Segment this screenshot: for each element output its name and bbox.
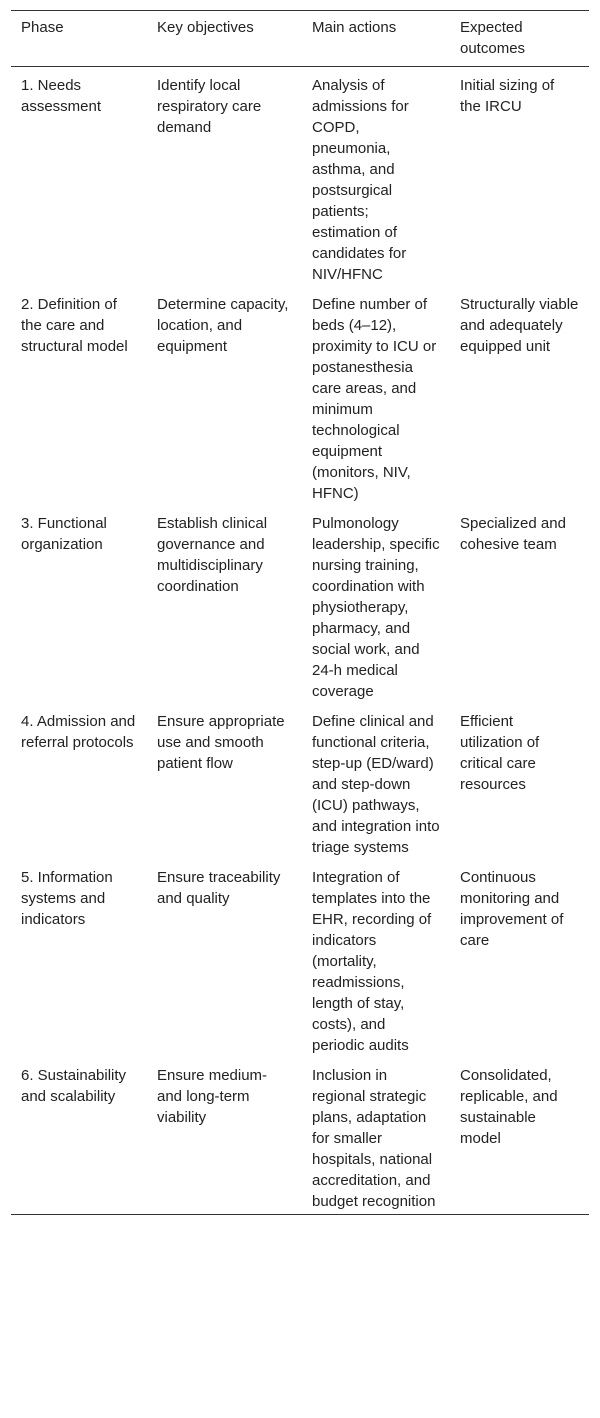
cell-actions: Define number of beds (4–12), proximity to ICU or postanesthesia care areas, and minimum technological equipment (monitors, NIV, HFNC): [312, 296, 437, 502]
table-row: [11, 860, 589, 1058]
cell-actions: Inclusion in regional strategic plans, adaptation for smaller hospitals, national accreditation, and budget recognition: [312, 1067, 436, 1210]
implementation-phases-table-container: [11, 10, 589, 1215]
cell-actions: Integration of templates into the EHR, recording of indicators (mortality, readmissions, length of stay, costs), and periodic audits: [312, 869, 432, 1054]
cell-outcomes: Efficient utilization of critical care resources: [460, 713, 540, 793]
cell-objectives: Ensure traceability and quality: [157, 869, 281, 907]
cell-outcomes: Specialized and cohesive team: [460, 515, 566, 553]
cell-phase: 5. Information systems and indicators: [21, 869, 113, 928]
table-header: [11, 11, 589, 67]
table-body: [11, 67, 589, 1215]
implementation-phases-table: [11, 10, 589, 1215]
cell-phase: 3. Functional organization: [21, 515, 107, 553]
cell-outcomes: Continuous monitoring and improvement of care: [460, 869, 564, 949]
header-key-objectives: Key objectives: [157, 19, 254, 36]
table-row: [11, 67, 589, 288]
table-row: [11, 704, 589, 860]
cell-phase: 6. Sustainability and scalability: [21, 1067, 127, 1105]
table-row: [11, 287, 589, 506]
cell-objectives: Ensure medium- and long-term viability: [157, 1067, 268, 1126]
cell-actions: Analysis of admissions for COPD, pneumonia, asthma, and postsurgical patients; estimation of candidates for NIV/HFNC: [312, 77, 409, 283]
cell-outcomes: Initial sizing of the IRCU: [460, 77, 555, 115]
cell-phase: 2. Definition of the care and structural model: [21, 296, 128, 355]
table-row: [11, 1058, 589, 1215]
cell-phase: 1. Needs assessment: [21, 77, 102, 115]
header-phase: Phase: [21, 19, 64, 36]
cell-objectives: Identify local respiratory care demand: [157, 77, 262, 136]
cell-phase: 4. Admission and referral protocols: [21, 713, 136, 751]
header-row: [11, 11, 589, 67]
header-main-actions: Main actions: [312, 19, 397, 36]
cell-actions: Define clinical and functional criteria, step-up (ED/ward) and step-down (ICU) pathways, and integration into triage systems: [312, 713, 440, 856]
cell-objectives: Ensure appropriate use and smooth patient flow: [157, 713, 285, 772]
cell-actions: Pulmonology leadership, specific nursing training, coordination with physiotherapy, pharmacy, and social work, and 24-h medical coverage: [312, 515, 440, 700]
header-expected-outcomes: Expected outcomes: [460, 19, 526, 57]
cell-outcomes: Consolidated, replicable, and sustainable model: [460, 1067, 558, 1147]
cell-objectives: Establish clinical governance and multidisciplinary coordination: [157, 515, 268, 595]
cell-objectives: Determine capacity, location, and equipment: [157, 296, 289, 355]
cell-outcomes: Structurally viable and adequately equipped unit: [460, 296, 579, 355]
table-row: [11, 506, 589, 704]
